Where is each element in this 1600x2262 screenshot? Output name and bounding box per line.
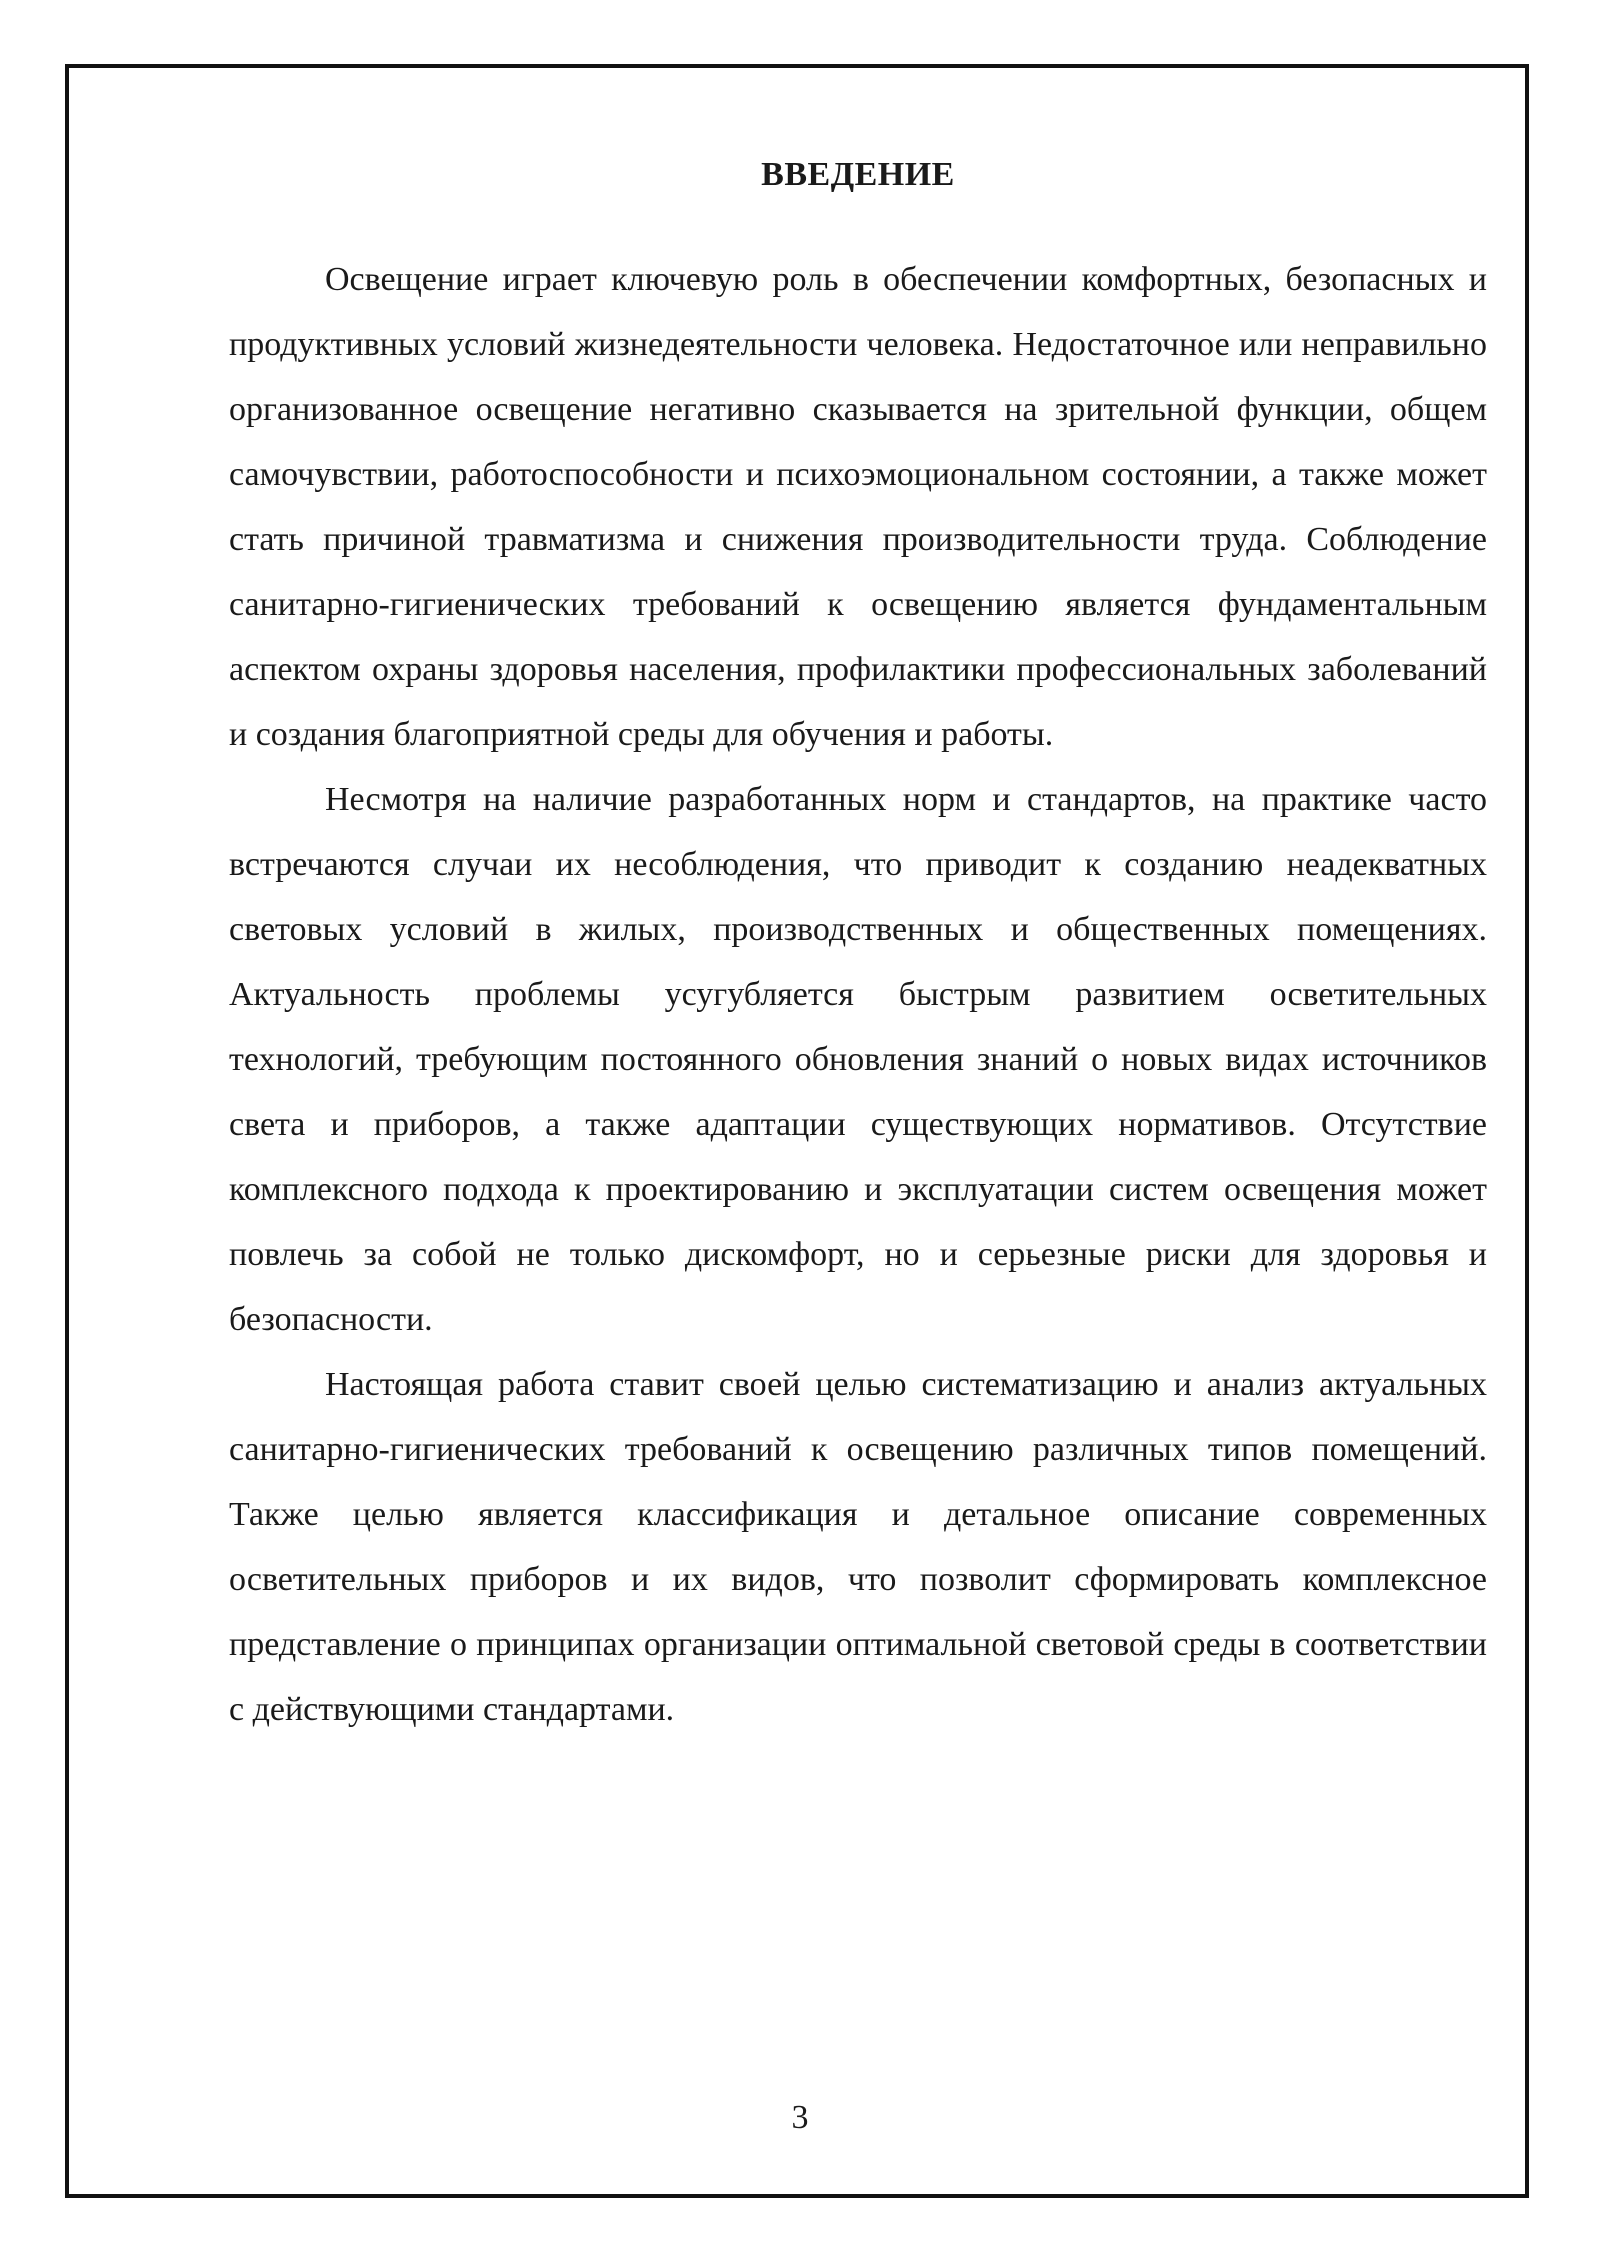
document-body xyxy=(229,145,1487,1742)
paragraph-2: Несмотря на наличие разработанных норм и стандартов, на практике часто встречаются случаи их несоблюдения, что приводит к созданию неадекватных световых условий в жилых, производственных и общественных помещениях. Актуальность проблемы усугубляется быстрым развитием осветительных технологий, требующим постоянного обновления знаний о новых видах источников света и приборов, а также адаптации существующих нормативов. Отсутствие комплексного подхода к проектированию и эксплуатации систем освещения может повлечь за собой не только дискомфорт, но и серьезные риски для здоровья и безопасности. xyxy=(229,781,1487,1338)
paragraph-1: Освещение играет ключевую роль в обеспечении комфортных, безопасных и продуктивных условий жизнедеятельности человека. Недостаточное или неправильно организованное освещение негативно сказывается на зрительной функции, общем самочувствии, работоспособности и психоэмоциональном состоянии, а также может стать причиной травматизма и снижения производительности труда. Соблюдение санитарно-гигиенических требований к освещению является фундаментальным аспектом охраны здоровья населения, профилактики профессиональных заболеваний и создания благоприятной среды для обучения и работы. xyxy=(229,261,1487,753)
page-number: 3 xyxy=(791,2099,809,2136)
section-heading: ВВЕДЕНИЕ xyxy=(761,156,955,193)
paragraph-3: Настоящая работа ставит своей целью систематизацию и анализ актуальных санитарно-гигиенических требований к освещению различных типов помещений. Также целью является классификация и детальное описание современных осветительных приборов и их видов, что позволит сформировать комплексное представление о принципах организации оптимальной световой среды в соответствии с действующими стандартами. xyxy=(229,1366,1487,1728)
